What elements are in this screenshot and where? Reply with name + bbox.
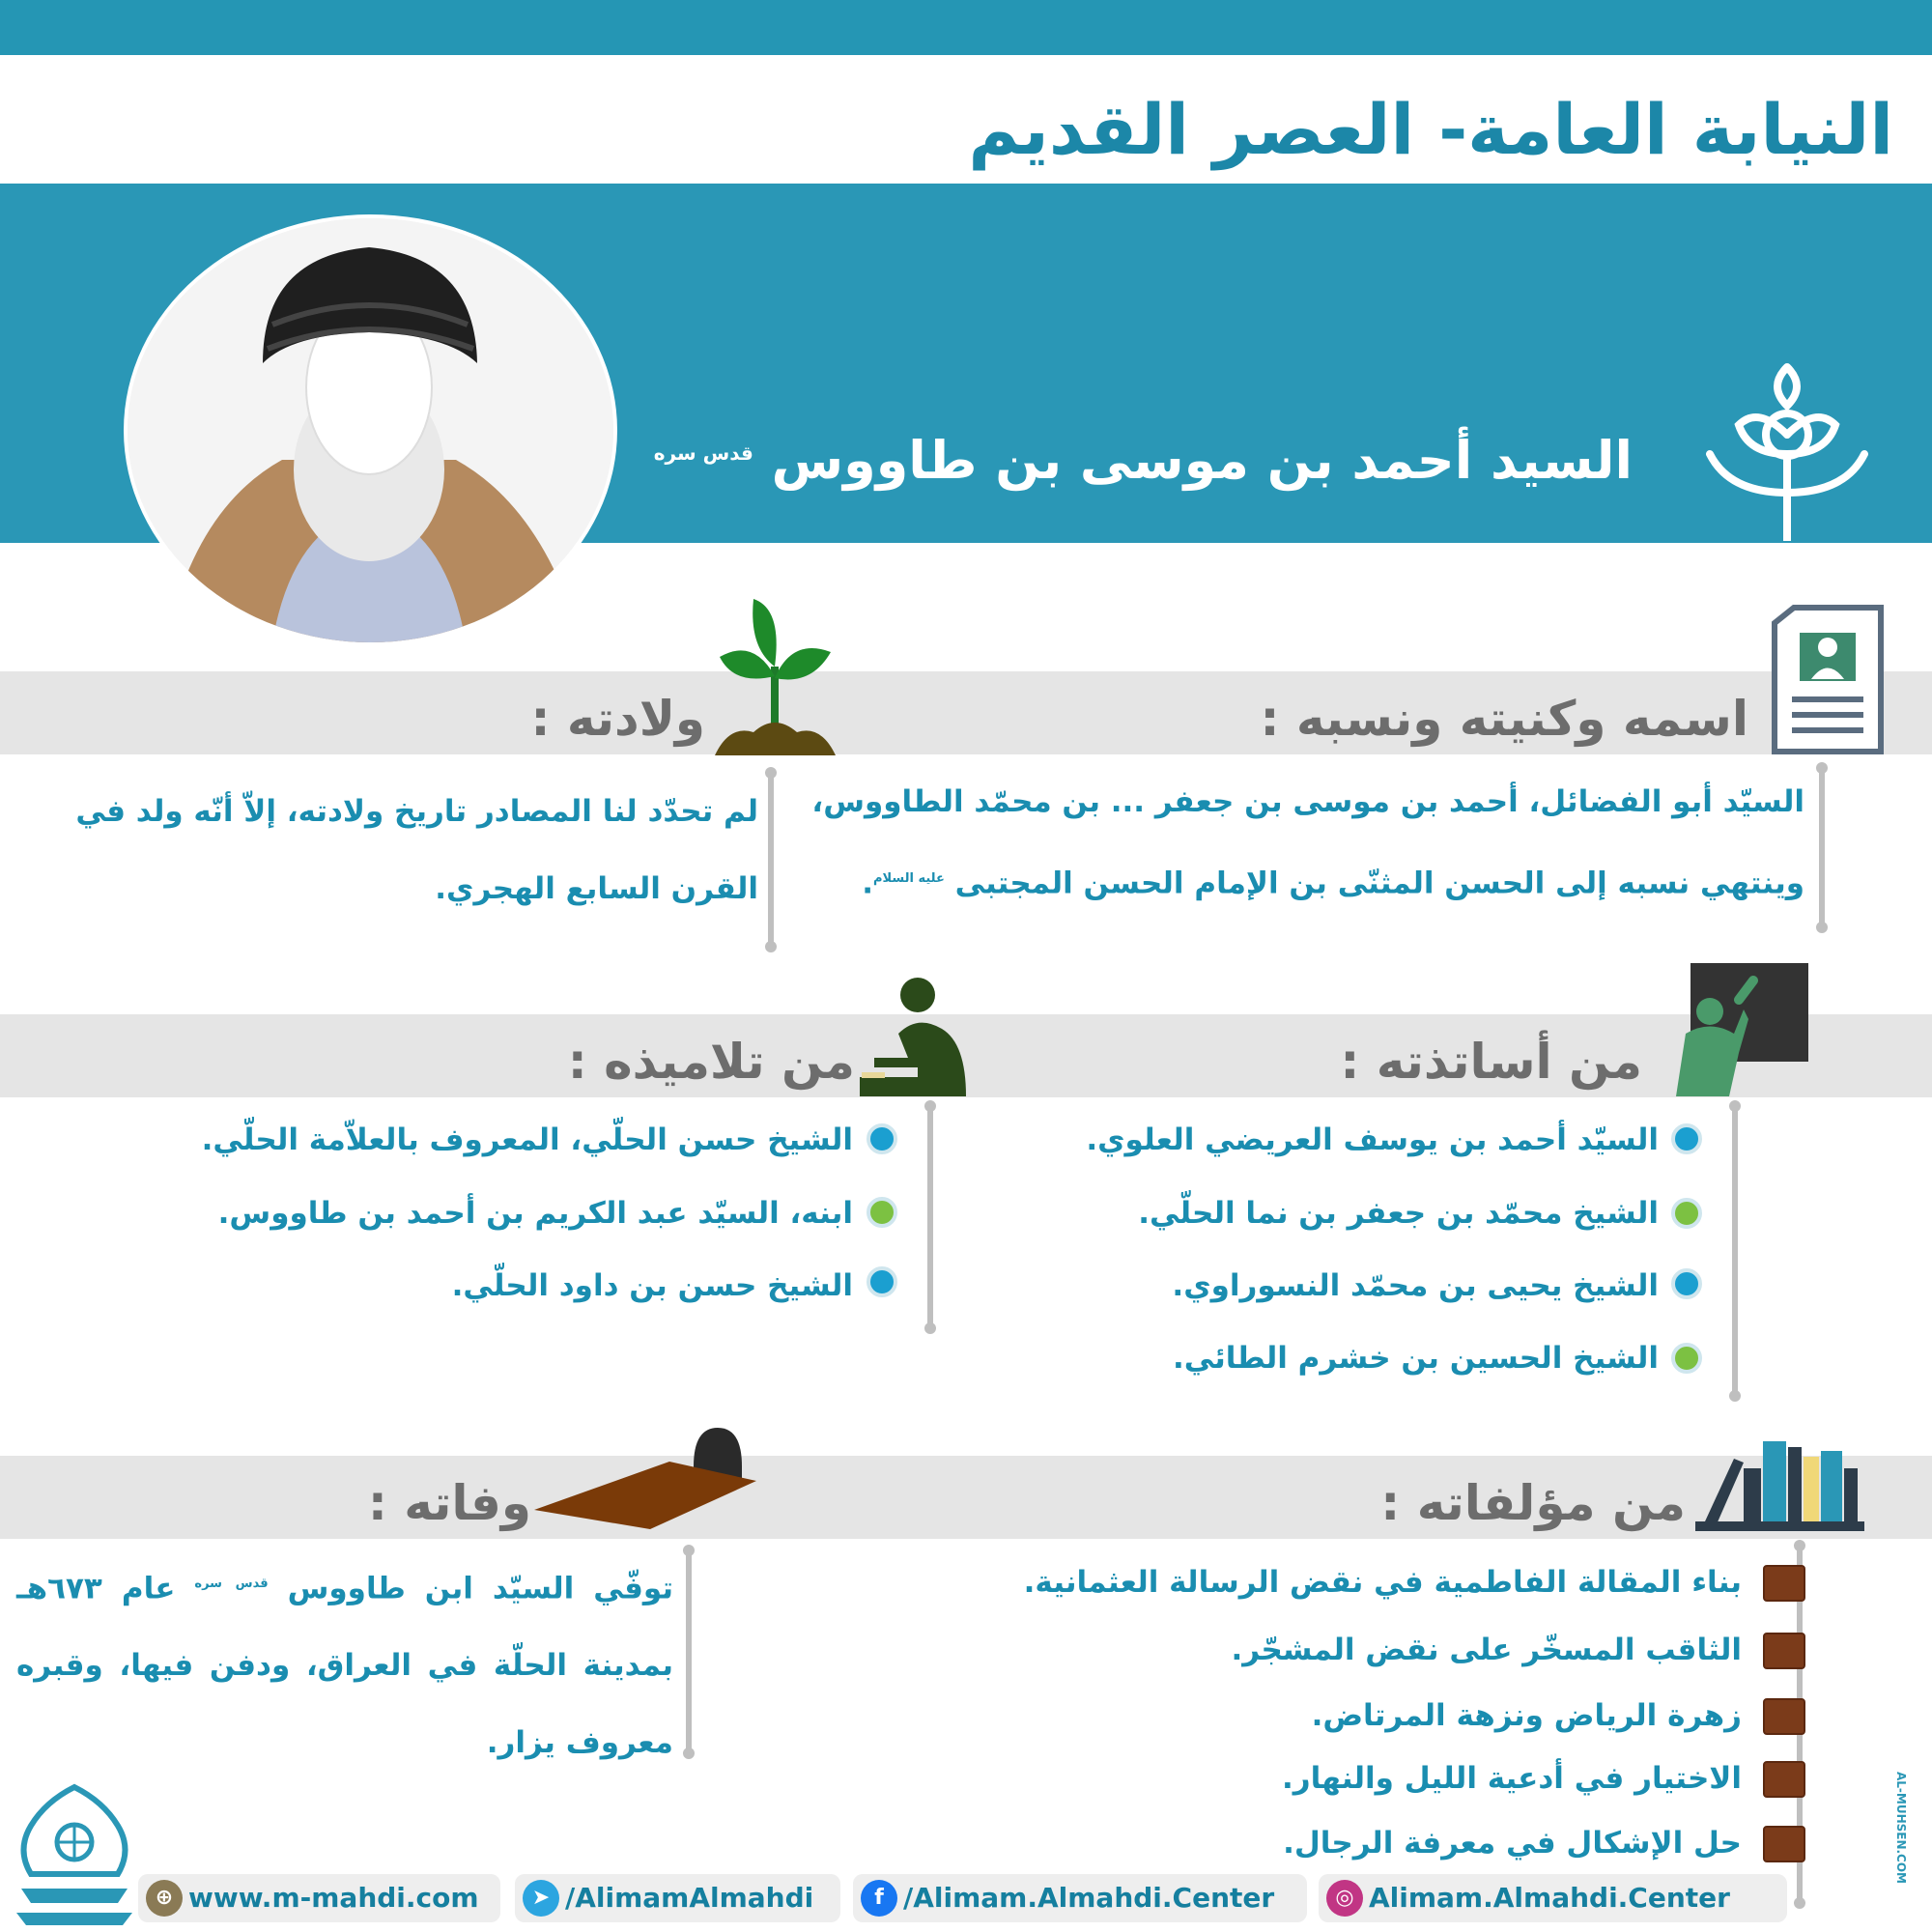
section-heading-birth: ولادته : — [530, 691, 705, 747]
profile-document-icon — [1771, 604, 1885, 755]
books-icon — [1695, 1430, 1864, 1536]
instagram-link[interactable] — [1319, 1874, 1787, 1922]
side-credit — [1882, 1773, 1917, 1898]
teacher-item: السيّد أحمد بن يوسف العريضي العلوي. — [1086, 1122, 1659, 1157]
bullet-dot — [867, 1197, 897, 1228]
work-item: زهرة الرياض ونزهة المرتاض. — [1311, 1698, 1742, 1733]
work-item: الثاقب المسخّر على نقض المشجّر. — [1231, 1633, 1742, 1667]
section-heading-name-lineage: اسمه وكنيته ونسبه : — [1260, 691, 1748, 747]
teacher-item: الشيخ يحيى بن محمّد النسوراوي. — [1172, 1268, 1659, 1303]
teacher-icon — [1652, 961, 1811, 1096]
teacher-item: الشيخ الحسين بن خشرم الطائي. — [1173, 1341, 1659, 1376]
book-icon — [1763, 1633, 1805, 1669]
student-icon — [860, 976, 980, 1096]
honorific: قدس سره — [194, 1577, 269, 1591]
section-heading-teachers: من أساتذته : — [1340, 1034, 1642, 1090]
book-icon — [1763, 1565, 1805, 1602]
telegram-link[interactable] — [515, 1874, 840, 1922]
student-item: الشيخ حسن بن داود الحلّي. — [451, 1268, 853, 1303]
bullet-dot — [1671, 1268, 1702, 1299]
student-item: الشيخ حسن الحلّي، المعروف بالعلاّمة الحلّي. — [201, 1122, 853, 1157]
text-rail — [1732, 1106, 1738, 1396]
bullet-dot — [867, 1123, 897, 1154]
text-rail — [686, 1550, 692, 1753]
honorific: عليه السلام — [872, 871, 945, 886]
telegram-link-text: /AlimamAlmahdi — [565, 1882, 814, 1914]
death-text — [16, 1546, 673, 1781]
birth-text: لم تحدّد لنا المصادر تاريخ ولادته، إلاّ أنّه ولد في القرن السابع الهجري. — [75, 794, 758, 906]
student-item: ابنه، السيّد عبد الكريم بن أحمد بن طاووس. — [217, 1196, 853, 1231]
bullet-dot — [867, 1266, 897, 1297]
website-link[interactable] — [138, 1874, 500, 1922]
page-title: النيابة العامة- العصر القديم — [968, 89, 1893, 170]
teacher-item: الشيخ محمّد بن جعفر بن نما الحلّي. — [1138, 1196, 1659, 1231]
bullet-dot — [1671, 1198, 1702, 1229]
facebook-link-text: /Alimam.Almahdi.Center — [903, 1882, 1275, 1914]
facebook-icon: f — [861, 1880, 897, 1917]
book-icon — [1763, 1761, 1805, 1798]
portrait-image — [124, 214, 617, 646]
section-heading-death: وفاته : — [367, 1475, 531, 1531]
honorific: قدس سره — [653, 441, 753, 465]
death-text-part2: عام ٦٧٣هـ بمدينة الحلّة في العراق، ودفن فيها، وقبره معروف يزار. — [16, 1571, 673, 1761]
bullet-dot — [1671, 1343, 1702, 1374]
work-item: حل الإشكال في معرفة الرجال. — [1283, 1826, 1742, 1861]
center-logo — [12, 1782, 137, 1927]
work-item: بناء المقالة الفاطمية في نقض الرسالة العثمانية. — [1023, 1565, 1742, 1600]
instagram-link-text: Alimam.Almahdi.Center — [1369, 1882, 1730, 1914]
instagram-icon: ◎ — [1326, 1880, 1363, 1917]
section-heading-works: من مؤلفاته : — [1380, 1475, 1686, 1531]
death-text-part1: توفّي السيّد ابن طاووس — [287, 1571, 674, 1606]
top-accent-bar — [0, 0, 1932, 55]
side-credit-text: AL-MUHSEN.COM — [1894, 1771, 1908, 1885]
website-link-text: www.m-mahdi.com — [188, 1882, 479, 1914]
ornament-icon — [1700, 348, 1874, 541]
scholar-name — [654, 430, 1633, 491]
facebook-link[interactable] — [853, 1874, 1307, 1922]
sprout-icon — [715, 599, 836, 755]
bullet-dot — [1671, 1123, 1702, 1154]
grave-icon — [534, 1428, 756, 1529]
name-lineage-body: السيّد أبو الفضائل، أحمد بن موسى بن جعفر ... بن محمّد الطاووس، وينتهي نسبه إلى الحسن المثنّى بن الإمام الحسن المجتبى — [811, 784, 1804, 901]
text-rail — [1819, 768, 1825, 927]
name-lineage-text: السيّد أبو الفضائل، أحمد بن موسى بن جعفر ... بن محمّد الطاووس، وينتهي نسبه إلى الحسن المثنّى بن الإمام الحسن المجتبى $^{عليه السلام}$. — [811, 784, 1804, 901]
book-icon — [1763, 1826, 1805, 1862]
telegram-icon: ➤ — [523, 1880, 559, 1917]
scholar-name-text: السيد أحمد بن موسى بن طاووس — [771, 430, 1633, 491]
book-icon — [1763, 1698, 1805, 1735]
text-rail — [768, 773, 774, 947]
section-heading-students: من تلاميذه : — [567, 1034, 855, 1090]
work-item: الاختيار في أدعية الليل والنهار. — [1281, 1761, 1742, 1796]
text-rail — [927, 1106, 933, 1328]
globe-icon: ⊕ — [146, 1880, 183, 1917]
